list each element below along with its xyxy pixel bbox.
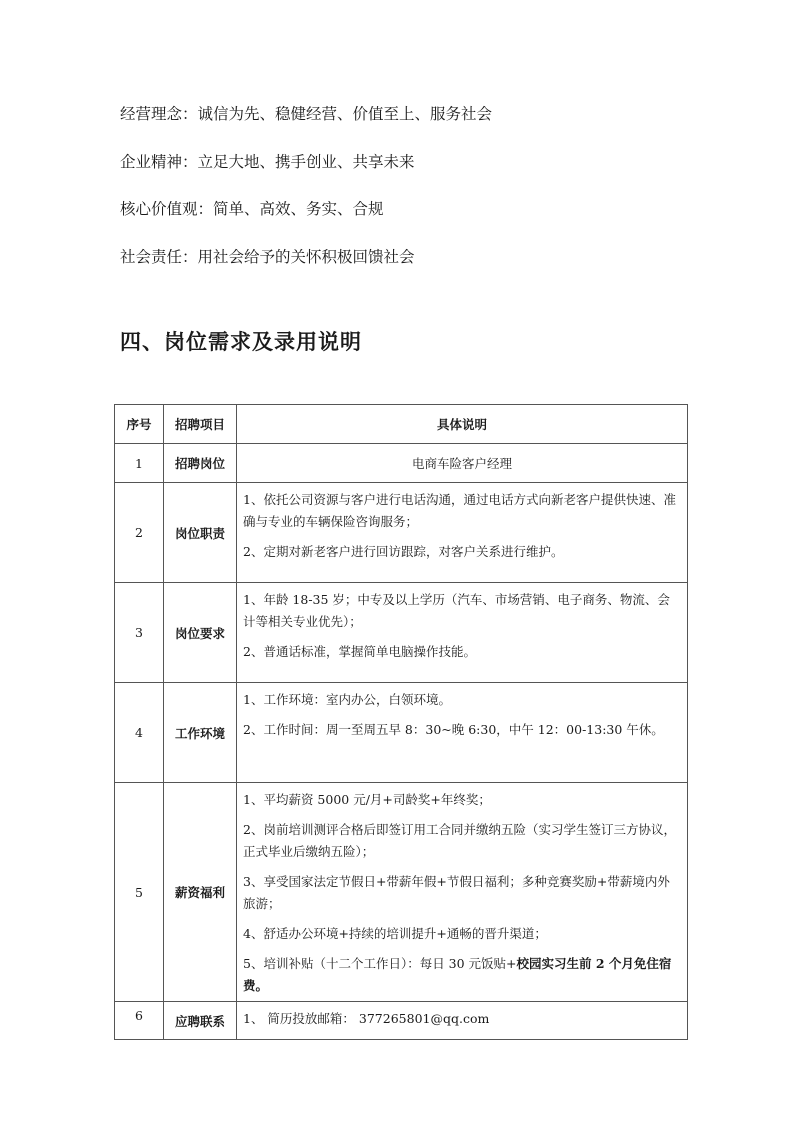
row-detail bbox=[237, 783, 688, 1002]
value-core-values: 核心价值观：简单、高效、务实、合规 bbox=[120, 200, 384, 218]
value-enterprise-spirit: 企业精神：立足大地、携手创业、共享未来 bbox=[120, 152, 415, 171]
detail-line: 4、舒适办公环境+持续的培训提升+通畅的晋升渠道； bbox=[243, 926, 547, 941]
table-row bbox=[115, 1002, 688, 1040]
row-no: 4 bbox=[115, 683, 164, 783]
table-row bbox=[115, 483, 688, 583]
detail-line: 2、普通话标准，掌握简单电脑操作技能。 bbox=[243, 644, 476, 659]
row-item: 薪资福利 bbox=[164, 783, 237, 1002]
row-detail bbox=[237, 683, 688, 783]
row-no: 3 bbox=[115, 583, 164, 683]
row-item: 岗位职责 bbox=[164, 483, 237, 583]
company-values bbox=[120, 104, 492, 294]
row-detail bbox=[237, 1002, 688, 1040]
row-no: 1 bbox=[115, 444, 164, 483]
row-item: 招聘岗位 bbox=[164, 444, 237, 483]
detail-line: 2、工作时间：周一至周五早 8：30~晚 6:30，中午 12：00-13:30 午休。 bbox=[243, 722, 664, 737]
header-item: 招聘项目 bbox=[164, 405, 237, 444]
contact-email-line: 1、 简历投放邮箱： 377265801@qq.com bbox=[243, 1011, 490, 1026]
section-title: 四、岗位需求及录用说明 bbox=[120, 330, 362, 354]
header-detail: 具体说明 bbox=[237, 405, 688, 444]
table-row bbox=[115, 783, 688, 1002]
detail-line: 2、定期对新老客户进行回访跟踪，对客户关系进行维护。 bbox=[243, 544, 564, 559]
detail-line: 3、享受国家法定节假日+带薪年假+节假日福利；多种竞赛奖励+带薪境内外旅游； bbox=[243, 874, 670, 911]
training-subsidy-text: 5、培训补贴（十二个工作日）：每日 30 元饭贴+ bbox=[243, 956, 517, 971]
table-row bbox=[115, 683, 688, 783]
row-no: 5 bbox=[115, 783, 164, 1002]
value-social-responsibility: 社会责任：用社会给予的关怀积极回馈社会 bbox=[120, 247, 415, 266]
housing-benefit-text: 校园实习生前 2 个月免住宿费。 bbox=[243, 956, 672, 993]
detail-line: 1、平均薪资 5000 元/月+司龄奖+年终奖； bbox=[243, 792, 491, 807]
header-no: 序号 bbox=[115, 405, 164, 444]
row-detail: 电商车险客户经理 bbox=[237, 444, 688, 483]
row-item: 岗位要求 bbox=[164, 583, 237, 683]
detail-line: 1、工作环境：室内办公，白领环境。 bbox=[243, 692, 451, 707]
detail-line bbox=[243, 953, 681, 997]
job-requirements-table bbox=[114, 404, 688, 1040]
row-no: 2 bbox=[115, 483, 164, 583]
row-no: 6 bbox=[115, 1002, 164, 1040]
detail-line: 2、岗前培训测评合格后即签订用工合同并缴纳五险（实习学生签订三方协议，正式毕业后缴纳五险）； bbox=[243, 822, 676, 859]
row-detail bbox=[237, 583, 688, 683]
value-operating-philosophy: 经营理念：诚信为先、稳健经营、价值至上、服务社会 bbox=[120, 105, 493, 123]
table-row bbox=[115, 583, 688, 683]
row-item: 应聘联系 bbox=[164, 1002, 237, 1040]
table-row bbox=[115, 444, 688, 483]
row-item: 工作环境 bbox=[164, 683, 237, 783]
detail-line: 1、依托公司资源与客户进行电话沟通，通过电话方式向新老客户提供快速、准确与专业的车辆保险咨询服务； bbox=[243, 492, 676, 529]
table-header-row bbox=[115, 405, 688, 444]
detail-line: 1、年龄 18-35 岁；中专及以上学历（汽车、市场营销、电子商务、物流、会计等相关专业优先）； bbox=[243, 592, 670, 629]
row-detail bbox=[237, 483, 688, 583]
